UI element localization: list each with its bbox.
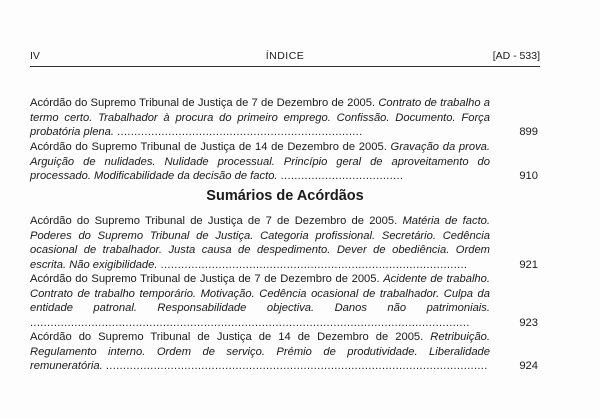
entry-lead: Acórdão do Supremo Tribunal de Justiça de 14 de Dezembro de 2005. xyxy=(30,141,387,153)
section-heading: Sumários de Acórdãos xyxy=(206,188,364,204)
entry-leader-dots: ................................................................................................................ xyxy=(105,360,488,373)
entry-lead: Acórdão do Supremo Tribunal de Justiça de 7 de Dezembro de 2005. xyxy=(30,273,380,285)
page-number-roman: IV xyxy=(30,50,40,62)
entry-lead: Acórdão do Supremo Tribunal de Justiça de 7 de Dezembro de 2005. xyxy=(30,215,398,227)
entry-description: Gravação da prova. Arguição de nulidades. Nulidade processual. Princípio geral de aproveitamento do processado. Modificabilidade da decisão de facto. xyxy=(30,141,491,183)
index-entry xyxy=(30,96,540,140)
entry-lead: Acórdão do Supremo Tribunal de Justiça de 7 de Dezembro de 2005. xyxy=(30,97,376,109)
index-entry xyxy=(30,330,540,374)
entry-page-number: 910 xyxy=(519,170,538,183)
entry-page-number: 923 xyxy=(519,316,538,329)
entry-lead: Acórdão do Supremo Tribunal de Justiça de 14 de Dezembro de 2005. xyxy=(30,331,424,343)
entry-description: Matéria de facto. Poderes do Supremo Tribunal de Justiça. Categoria profissional. Secretário. Cedência ocasional de trabalhador. Justa causa de despedimento. Dever de obediência. Ordem escrita. Não exigibilidade. xyxy=(30,215,491,271)
index-entry xyxy=(30,272,540,330)
page-header xyxy=(30,50,540,64)
entry-description: Retribuição. Regulamento interno. Ordem de serviço. Prémio de produtividade. Liberalidade remuneratória. xyxy=(30,331,490,373)
index-entry xyxy=(30,140,540,184)
entry-description: Acidente de trabalho. Contrato de trabalho temporário. Motivação. Cedência ocasional de trabalhador. Culpa da entidade patronal. Responsabilidade objectiva. Danos não patrimoniais. xyxy=(30,273,490,315)
header-rule xyxy=(30,66,540,67)
entry-page-number: 921 xyxy=(519,258,538,271)
entry-leader-dots: ........................................................................ xyxy=(117,126,363,139)
index-entry xyxy=(30,214,540,272)
page-title: ÍNDICE xyxy=(265,50,305,62)
entry-page-number: 899 xyxy=(519,126,538,139)
page-reference: [AD - 533] xyxy=(492,50,540,62)
entry-leader-dots: .................................... xyxy=(280,170,404,183)
entry-description: Contrato de trabalho a termo certo. Trabalhador à procura do primeiro emprego. Confissão. Documento. Força probatória plena. xyxy=(30,97,490,139)
entry-leader-dots: .......................................................................................... xyxy=(160,258,468,271)
entry-page-number: 924 xyxy=(519,360,538,373)
entry-leader-dots: ................................................................................................................................. xyxy=(30,316,470,329)
